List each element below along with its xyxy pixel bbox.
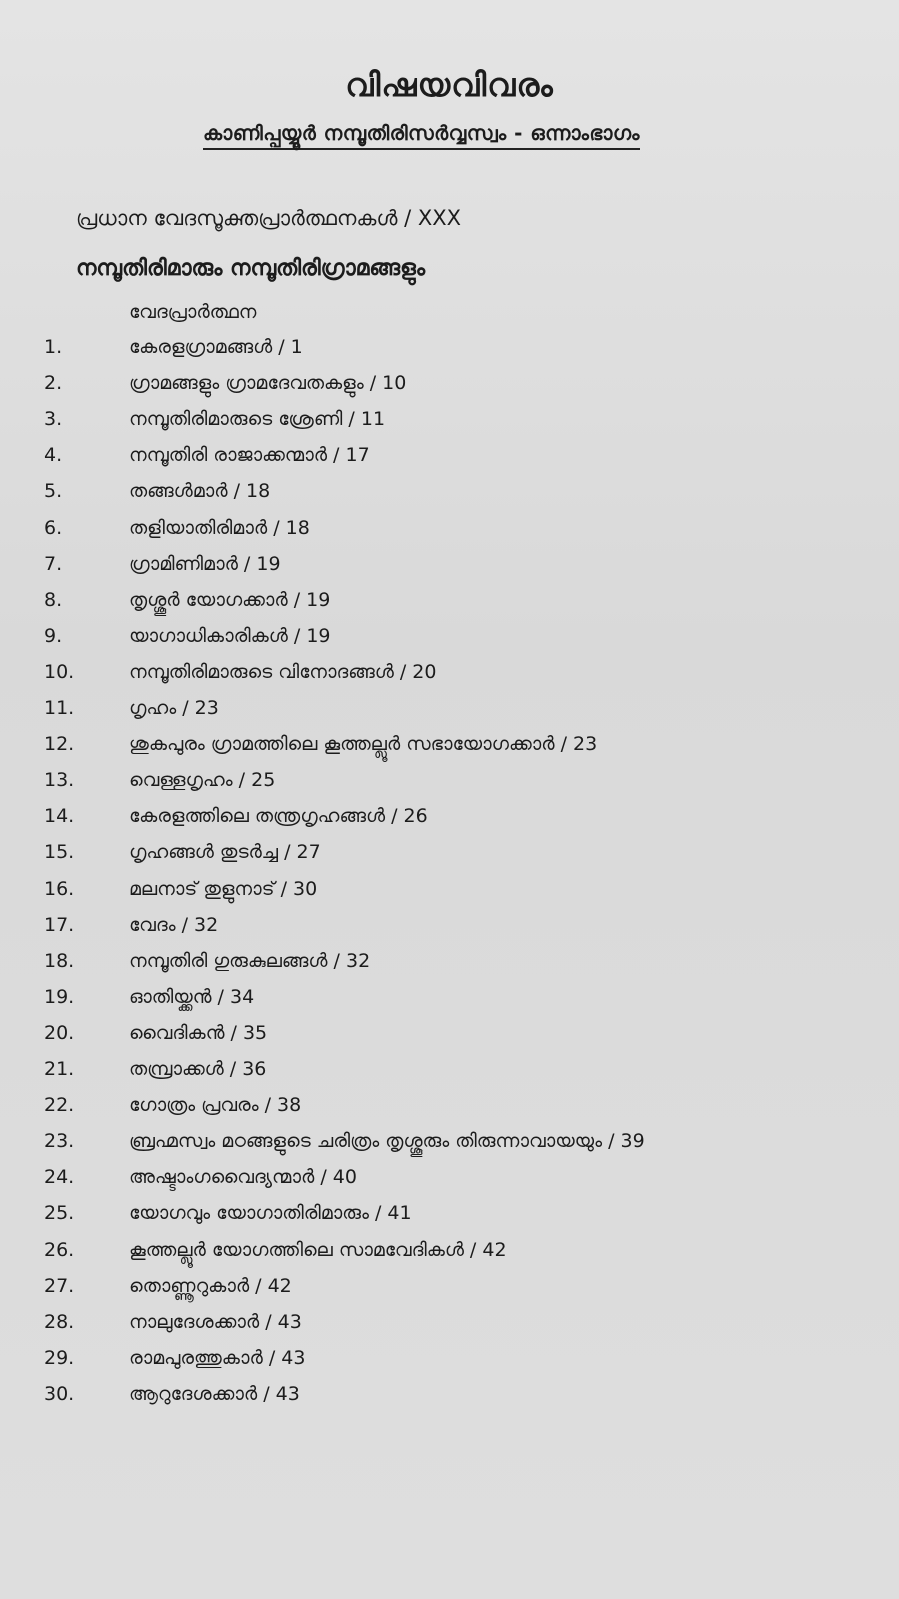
toc-entry: തൃശ്ശൂർ യോഗക്കാർ / 19 <box>129 588 331 611</box>
toc-entry: തളിയാതിരിമാർ / 18 <box>129 516 310 539</box>
toc-entry: ഗ്രാമങ്ങളും ഗ്രാമദേവതകളും / 10 <box>129 372 407 395</box>
toc-row <box>0 1202 899 1238</box>
toc-entry: മലനാട് തുളുനാട് / 30 <box>129 877 318 900</box>
toc-number: 15. <box>44 841 75 864</box>
toc-entry: നമ്പൂതിരിമാരുടെ വിനോദങ്ങൾ / 20 <box>129 660 437 683</box>
toc-row <box>0 1239 899 1275</box>
toc-entry: ഗോത്രം പ്രവരം / 38 <box>129 1094 302 1117</box>
toc-row <box>0 336 899 372</box>
toc-number: 23. <box>44 1130 75 1153</box>
toc-number: 29. <box>44 1346 75 1369</box>
toc-row <box>0 589 899 625</box>
toc-row <box>0 408 899 444</box>
toc-row <box>0 1347 899 1383</box>
toc-row <box>0 986 899 1022</box>
toc-number: 8. <box>44 588 63 611</box>
toc-row <box>0 444 899 480</box>
toc-number: 2. <box>44 372 63 395</box>
toc-row <box>0 950 899 986</box>
toc-row <box>0 1058 899 1094</box>
toc-number: 7. <box>44 552 63 575</box>
toc-entry: യോഗവും യോഗാതിരിമാരും / 41 <box>129 1202 412 1225</box>
toc-number: 27. <box>44 1274 75 1297</box>
toc-number: 17. <box>44 913 75 936</box>
toc-row <box>0 769 899 805</box>
toc-number: 5. <box>44 480 63 503</box>
toc-row <box>0 1275 899 1311</box>
toc-row <box>0 697 899 733</box>
toc-number: 4. <box>44 444 63 467</box>
toc-entry: വേദം / 32 <box>129 913 219 936</box>
toc-entry: ഗൃഹങ്ങൾ തുടർച്ച / 27 <box>129 841 321 864</box>
page-title: വിഷയവിവരം <box>345 66 554 104</box>
toc-entry: ബ്രഹ്മസ്വം മഠങ്ങളുടെ ചരിത്രം തൃശ്ശൂരും തിരുന്നാവായയും / 39 <box>129 1130 645 1153</box>
toc-number: 30. <box>44 1382 75 1405</box>
toc-number: 12. <box>44 733 75 756</box>
toc-row <box>0 553 899 589</box>
toc-number: 11. <box>44 697 75 719</box>
toc-entry: ഗൃഹം / 23 <box>129 697 219 719</box>
toc-entry: അഷ്ടാംഗവൈദ്യന്മാർ / 40 <box>129 1166 357 1189</box>
toc-row <box>0 517 899 553</box>
toc-entry: കേരളഗ്രാമങ്ങൾ / 1 <box>129 336 303 358</box>
toc-entry: രാമപുരത്തുകാർ / 43 <box>129 1346 306 1369</box>
toc-number: 19. <box>44 985 75 1008</box>
toc-entry: കൂത്തല്ലൂർ യോഗത്തിലെ സാമവേദികൾ / 42 <box>129 1238 507 1261</box>
toc-row <box>0 914 899 950</box>
toc-entry: വെള്ളഗൃഹം / 25 <box>129 769 276 792</box>
toc-number: 26. <box>44 1238 75 1261</box>
section-heading-prayers: പ്രധാന വേദസൂക്തപ്രാർത്ഥനകൾ / XXX <box>76 206 462 230</box>
toc-row <box>0 1094 899 1130</box>
toc-number: 16. <box>44 877 75 900</box>
toc-row <box>0 1022 899 1058</box>
toc-row <box>0 878 899 914</box>
toc-number: 10. <box>44 660 75 683</box>
page-subtitle: കാണിപ്പയ്യൂർ നമ്പൂതിരിസർവ്വസ്വം - ഒന്നാംഭാഗം <box>203 121 640 150</box>
toc-number: 22. <box>44 1094 75 1117</box>
toc-number: 9. <box>44 624 63 647</box>
toc-entry: നമ്പൂതിരിമാരുടെ ശ്രേണി / 11 <box>129 408 386 431</box>
section-heading-main: നമ്പൂതിരിമാരും നമ്പൂതിരിഗ്രാമങ്ങളും <box>76 256 426 281</box>
toc-number: 24. <box>44 1166 75 1189</box>
toc-entry: ഓതിയ്ക്കൻ / 34 <box>129 985 255 1008</box>
toc-number: 6. <box>44 516 63 539</box>
toc-number: 14. <box>44 805 75 828</box>
toc-row <box>0 1383 899 1419</box>
toc-number: 18. <box>44 949 75 972</box>
toc-entry: വൈദികൻ / 35 <box>129 1021 268 1044</box>
toc-row <box>0 1166 899 1202</box>
toc-row <box>0 1311 899 1347</box>
toc-entry: ശുകപുരം ഗ്രാമത്തിലെ കൂത്തല്ലൂർ സഭായോഗക്കാർ / 23 <box>129 733 598 756</box>
toc-row <box>0 805 899 841</box>
toc-entry: തമ്പ്രാക്കൾ / 36 <box>129 1058 267 1080</box>
toc-number: 28. <box>44 1310 75 1333</box>
toc-entry: നമ്പൂതിരി രാജാക്കന്മാർ / 17 <box>129 444 370 467</box>
toc-row <box>0 372 899 408</box>
toc-row <box>0 480 899 516</box>
toc-row <box>0 625 899 661</box>
toc-number: 1. <box>44 336 63 358</box>
toc-entry: തങ്ങൾമാർ / 18 <box>129 480 271 503</box>
toc-row <box>0 733 899 769</box>
toc-entry: തൊണ്ണൂറുകാർ / 42 <box>129 1274 292 1297</box>
toc-number: 25. <box>44 1202 75 1225</box>
toc-row <box>0 661 899 697</box>
toc-entry: യാഗാധികാരികൾ / 19 <box>129 624 331 647</box>
toc-entry: ഗ്രാമിണിമാർ / 19 <box>129 552 281 575</box>
toc-entry: നമ്പൂതിരി ഗുരുകുലങ്ങൾ / 32 <box>129 949 371 972</box>
toc-entry: നാലുദേശക്കാർ / 43 <box>129 1310 302 1333</box>
toc-entry: ആറുദേശക്കാർ / 43 <box>129 1382 300 1405</box>
toc-row <box>0 841 899 877</box>
toc-number: 13. <box>44 769 75 792</box>
toc-entry: കേരളത്തിലെ തന്ത്രഗൃഹങ്ങൾ / 26 <box>129 805 428 828</box>
toc-number: 3. <box>44 408 63 431</box>
toc-number: 21. <box>44 1058 75 1080</box>
toc-number: 20. <box>44 1021 75 1044</box>
toc-row <box>0 1130 899 1166</box>
section-subheading: വേദപ്രാർത്ഥന <box>129 301 257 323</box>
